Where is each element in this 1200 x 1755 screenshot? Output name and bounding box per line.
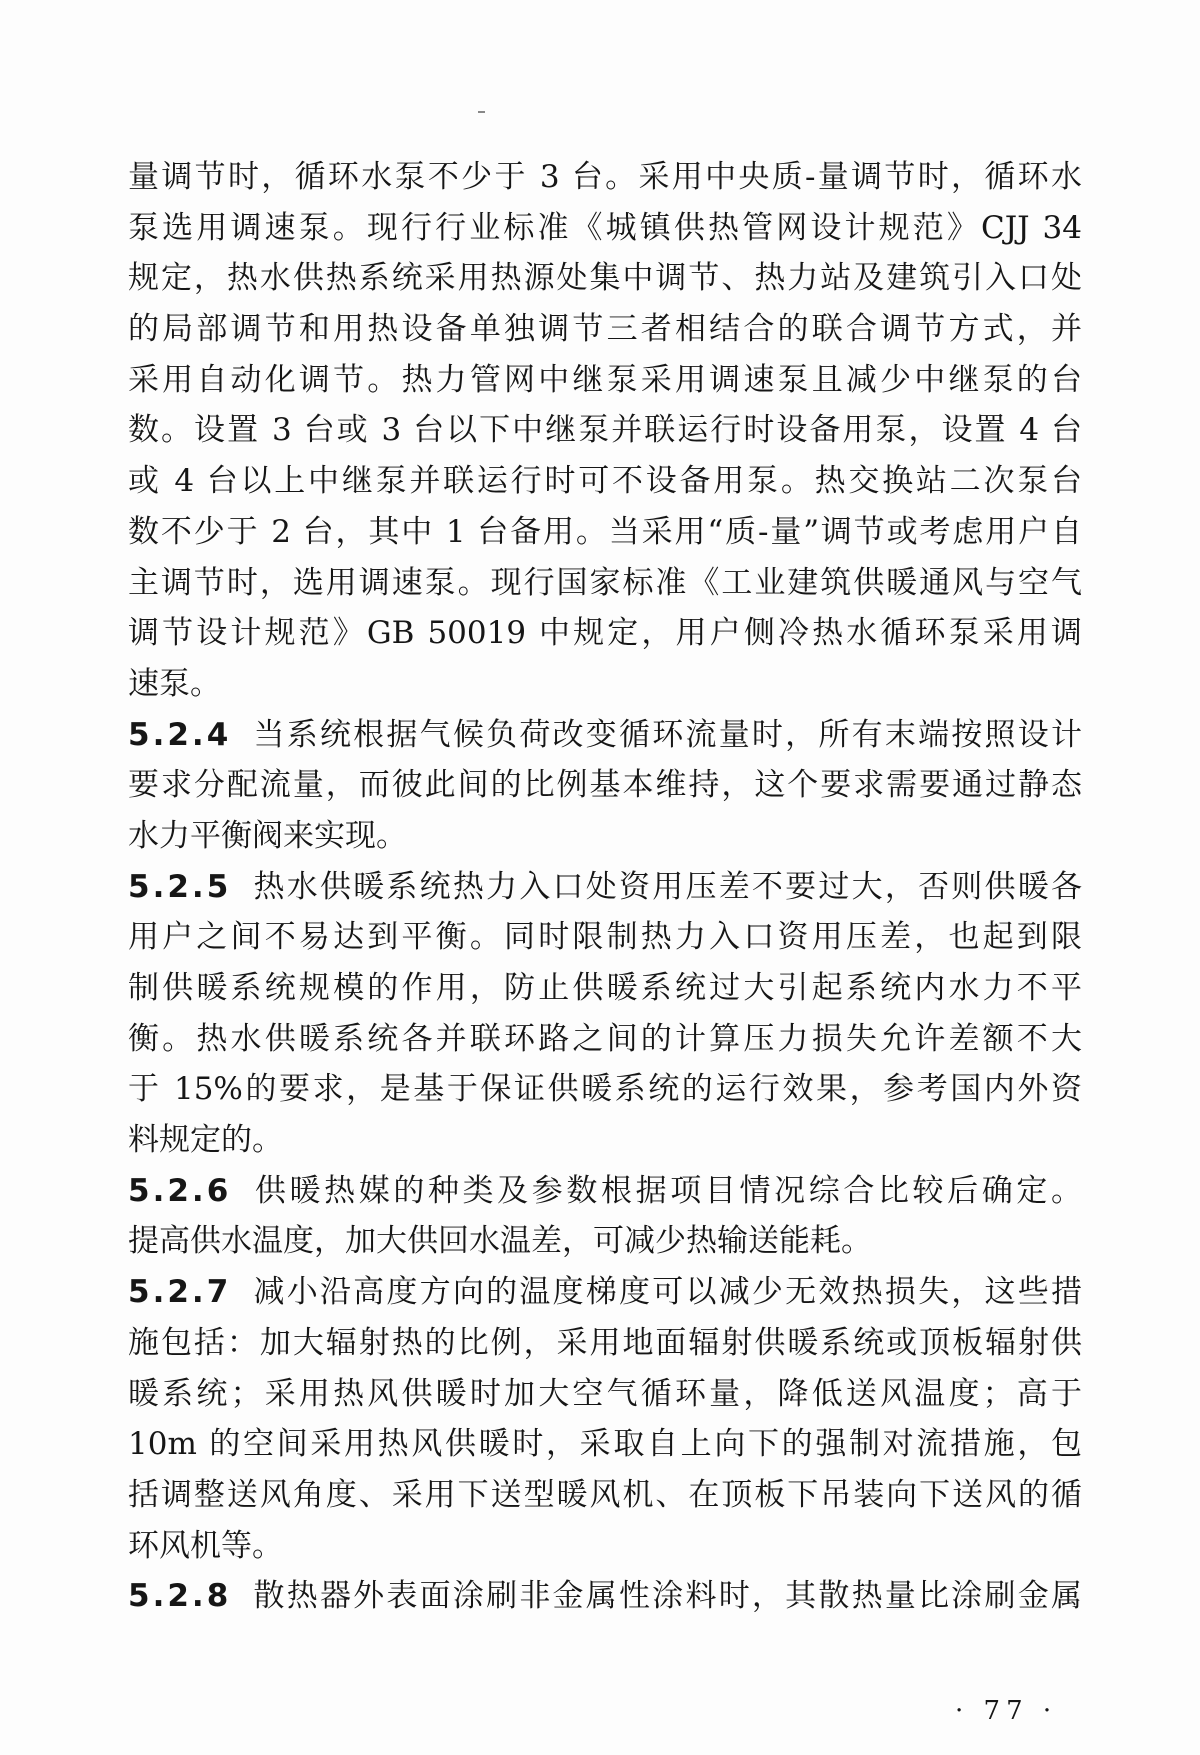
text-line: 环风机等。	[128, 1527, 283, 1564]
section-number: 5.2.4	[128, 716, 232, 753]
section-number: 5.2.5	[128, 868, 232, 905]
text-line: 或 4 台以上中继泵并联运行时可不设备用泵。热交换站二次泵台	[128, 463, 1082, 500]
text-line: 衡。热水供暖系统各并联环路之间的计算压力损失允许差额不大	[128, 1020, 1082, 1057]
text-line: 制供暖系统规模的作用，防止供暖系统过大引起系统内水力不平	[128, 970, 1082, 1006]
text-line: 于 15%的要求，是基于保证供暖系统的运行效果，参考国内外资	[128, 1071, 1082, 1108]
section-number: 5.2.7	[128, 1274, 232, 1311]
text-line: 括调整送风角度、采用下送型暖风机、在顶板下吊装向下送风的循	[128, 1476, 1082, 1513]
section-5-2-6	[128, 1166, 1082, 1217]
section-number: 5.2.6	[128, 1172, 232, 1209]
text-line: 采用自动化调节。热力管网中继泵采用调速泵且减少中继泵的台	[128, 361, 1082, 398]
text-line: 要求分配流量，而彼此间的比例基本维持，这个要求需要通过静态	[128, 767, 1082, 804]
section-text: 热水供暖系统热力入口处资用压差不要过大，否则供暖各	[251, 868, 1082, 905]
text-line: 数不少于 2 台，其中 1 台备用。当采用“质-量”调节或考虑用户自	[128, 513, 1082, 550]
text-line: 暖系统；采用热风供暖时加大空气循环量，降低送风温度；高于	[128, 1375, 1082, 1412]
text-line: 施包括：加大辐射热的比例，采用地面辐射供暖系统或顶板辐射供	[128, 1324, 1082, 1361]
text-line: 数。设置 3 台或 3 台以下中继泵并联运行时设备用泵，设置 4 台	[128, 412, 1082, 449]
section-text: 当系统根据气候负荷改变循环流量时，所有末端按照设计	[251, 716, 1082, 753]
section-5-2-5	[128, 862, 1082, 913]
text-line: 规定，热水供热系统采用热源处集中调节、热力站及建筑引入口处	[128, 260, 1082, 297]
section-5-2-4	[128, 710, 1082, 761]
text-line: 水力平衡阀来实现。	[128, 817, 407, 854]
section-5-2-8	[128, 1571, 1082, 1622]
page-number: · 77 ·	[955, 1696, 1058, 1726]
section-text: 供暖热媒的种类及参数根据项目情况综合比较后确定。	[251, 1172, 1082, 1209]
text-line: 调节设计规范》GB 50019 中规定，用户侧冷热水循环泵采用调	[128, 615, 1082, 652]
scan-mark	[478, 111, 485, 113]
text-line: 主调节时，选用调速泵。现行国家标准《工业建筑供暖通风与空气	[128, 564, 1082, 601]
text-line: 提高供水温度，加大供回水温差，可减少热输送能耗。	[128, 1223, 872, 1260]
text-line: 泵选用调速泵。现行行业标准《城镇供热管网设计规范》CJJ 34	[128, 209, 1082, 246]
text-line: 用户之间不易达到平衡。同时限制热力入口资用压差，也起到限	[128, 919, 1082, 956]
section-5-2-7	[128, 1267, 1082, 1318]
text-line: 料规定的。	[128, 1122, 283, 1159]
section-number: 5.2.8	[128, 1578, 232, 1615]
text-line: 量调节时，循环水泵不少于 3 台。采用中央质-量调节时，循环水	[128, 159, 1082, 195]
section-text: 减小沿高度方向的温度梯度可以减少无效热损失，这些措	[251, 1274, 1082, 1311]
text-line: 的局部调节和用热设备单独调节三者相结合的联合调节方式，并	[128, 311, 1082, 348]
section-text: 散热器外表面涂刷非金属性涂料时，其散热量比涂刷金属	[251, 1578, 1082, 1615]
text-line: 10m 的空间采用热风供暖时，采取自上向下的强制对流措施，包	[128, 1426, 1082, 1463]
body-text	[128, 152, 1082, 1622]
text-line: 速泵。	[128, 665, 221, 702]
